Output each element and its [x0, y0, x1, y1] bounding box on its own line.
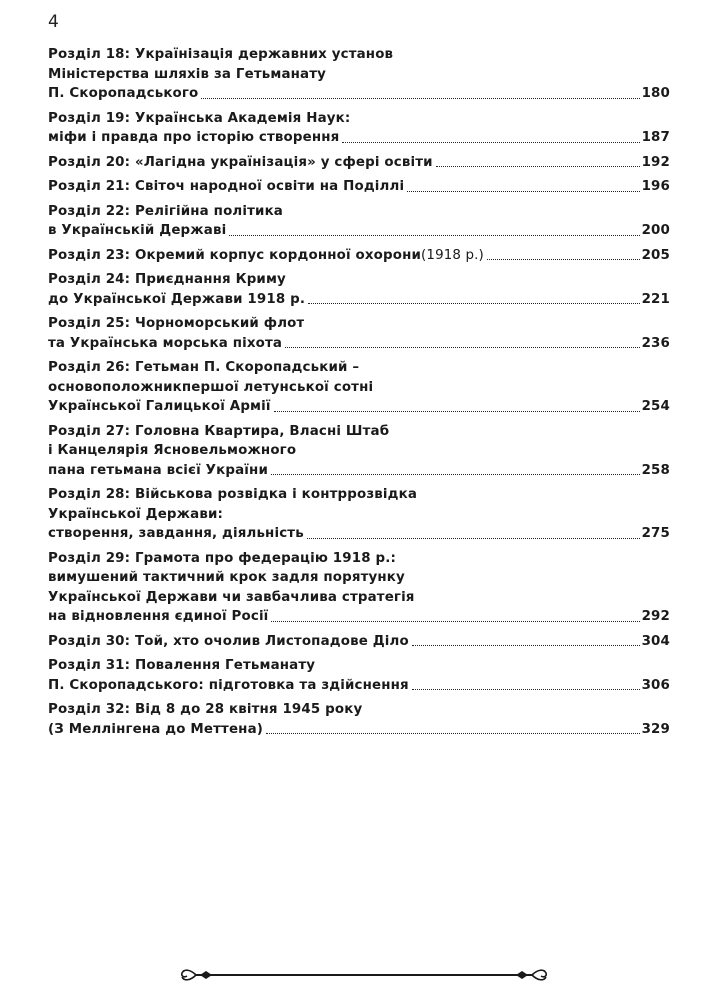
toc-entry-line [48, 177, 670, 197]
toc-entry-line [48, 549, 670, 569]
toc-page-number: 236 [641, 335, 670, 351]
toc-entry-title: на відновлення єдиної Росії [48, 609, 269, 624]
toc-page-number: 180 [641, 86, 670, 101]
toc-entry-title: Розділ 28: Військова розвідка і контррозвідка [48, 487, 418, 502]
toc-entry-line [48, 485, 670, 505]
toc-entry-title: Розділ 25: Чорноморський флот [48, 316, 305, 331]
toc-entry [48, 153, 670, 173]
toc-entry [48, 177, 670, 197]
dot-leader [266, 733, 640, 734]
toc-entry-title: Розділ 26: Гетьман П. Скоропадський – [48, 360, 360, 375]
toc-entry-title: Розділ 27: Головна Квартира, Власні Штаб [48, 423, 390, 439]
toc-entry-line [48, 461, 670, 481]
toc-entry-line [48, 246, 670, 266]
toc-entry-line [48, 676, 670, 696]
toc-entry [48, 358, 670, 417]
toc-entry-line [48, 270, 670, 290]
dot-leader [342, 142, 639, 143]
dot-leader [487, 259, 640, 260]
toc-page-number: 254 [641, 399, 670, 414]
toc-entry-line [48, 334, 670, 354]
toc-entry-title: Розділ 29: Грамота про федерацію 1918 р.: [48, 550, 396, 566]
toc-page-number: 329 [641, 721, 670, 737]
toc-entry-title: створення, завдання, діяльність [48, 526, 304, 541]
toc-entry-line [48, 84, 670, 104]
toc-entry [48, 632, 670, 652]
toc-entry-title: та Українська морська піхота [48, 335, 283, 351]
toc-entry [48, 109, 670, 148]
toc-entry-title: Розділ 20: «Лагідна українізація» у сфері освіти [48, 154, 433, 170]
toc-entry-title: Розділ 23: Окремий корпус кордонної охорони [48, 247, 422, 263]
toc-entry [48, 314, 670, 353]
toc-page-number: 304 [641, 633, 670, 649]
toc-entry [48, 700, 670, 739]
toc-entry-line [48, 422, 670, 442]
toc-entry-title: (З Меллінгена до Меттена) [48, 721, 264, 737]
dot-leader [271, 474, 640, 475]
toc-entry-title: Української Держави чи завбачлива стратегія [48, 589, 415, 605]
toc-page-number: 200 [641, 223, 670, 238]
toc-entry-title: Розділ 22: Релігійна політика [48, 203, 283, 219]
toc-entry-line [48, 202, 670, 222]
toc-entry-line [48, 128, 670, 148]
toc-page-number: 192 [641, 154, 670, 170]
toc-entry [48, 45, 670, 104]
toc-entry-title: Розділ 18: Українізація державних установ [48, 47, 394, 62]
dot-leader [436, 166, 640, 167]
toc-entry-title: Міністерства шляхів за Гетьманату [48, 66, 327, 82]
toc-entry-line [48, 632, 670, 652]
toc-entry-line [48, 720, 670, 740]
toc-entry-line [48, 358, 670, 378]
page-number: 4 [48, 12, 59, 32]
toc-entry-title: Розділ 32: Від 8 до 28 квітня 1945 року [48, 702, 363, 717]
toc-entry-title: і Канцелярія Ясновельможного [48, 443, 297, 458]
toc-entry-line [48, 505, 670, 525]
toc-entry-title: П. Скоропадського [48, 86, 199, 101]
toc-page-number: 187 [641, 130, 670, 145]
toc-entry [48, 656, 670, 695]
toc-entry-title: Української Держави: [48, 506, 223, 522]
toc-entry-title: Української Галицької Армії [48, 399, 271, 414]
toc-entry-title: пана гетьмана всієї України [48, 462, 268, 478]
toc-entry-line [48, 109, 670, 129]
toc-entry-line [48, 700, 670, 720]
toc-page-number: 205 [641, 247, 670, 263]
toc-page-number: 196 [641, 179, 670, 194]
toc-entry-title: вимушений тактичний крок задля порятунку [48, 570, 405, 585]
toc-entry-title: Розділ 24: Приєднання Криму [48, 272, 286, 287]
toc-entry-line [48, 397, 670, 417]
dot-leader [201, 98, 639, 99]
dot-leader [307, 538, 640, 539]
table-of-contents [48, 45, 670, 744]
toc-entry-line [48, 568, 670, 588]
toc-entry [48, 202, 670, 241]
toc-entry-line [48, 45, 670, 65]
toc-page-number: 292 [641, 609, 670, 624]
toc-entry [48, 485, 670, 544]
toc-entry-title: Розділ 19: Українська Академія Наук: [48, 110, 351, 126]
dot-leader [274, 411, 640, 412]
toc-entry-line [48, 441, 670, 461]
toc-entry-title: Розділ 31: Повалення Гетьманату [48, 658, 316, 673]
toc-entry-line [48, 524, 670, 544]
toc-entry-line [48, 153, 670, 173]
toc-entry-title: основоположникпершої летунської сотні [48, 379, 374, 395]
toc-page-number: 275 [641, 526, 670, 541]
toc-entry-title: Розділ 21: Світоч народної освіти на Поділлі [48, 179, 405, 194]
toc-entry-title: П. Скоропадського: підготовка та здійснення [48, 677, 409, 693]
toc-entry-line [48, 290, 670, 310]
toc-page-number: 258 [641, 462, 670, 478]
dot-leader [285, 347, 639, 348]
toc-entry-extra: (1918 р.) [421, 247, 484, 263]
dot-leader [407, 191, 639, 192]
toc-entry-line [48, 378, 670, 398]
dot-leader [308, 303, 640, 304]
toc-page-number: 221 [641, 291, 670, 307]
toc-entry-title: до Української Держави 1918 р. [48, 291, 306, 307]
dot-leader [412, 689, 640, 690]
toc-entry-line [48, 314, 670, 334]
toc-entry-line [48, 607, 670, 627]
toc-entry-line [48, 221, 670, 241]
toc-entry-line [48, 65, 670, 85]
dot-leader [271, 621, 639, 622]
toc-entry [48, 422, 670, 481]
toc-entry-title: міфи і правда про історію створення [48, 130, 340, 145]
toc-entry-title: в Українській Державі [48, 223, 227, 238]
toc-entry-line [48, 656, 670, 676]
dot-leader [412, 645, 640, 646]
toc-entry [48, 549, 670, 627]
toc-entry-line [48, 588, 670, 608]
dot-leader [229, 235, 639, 236]
decorative-divider-ornament [178, 960, 550, 990]
toc-entry [48, 246, 670, 266]
toc-entry [48, 270, 670, 309]
toc-entry-title: Розділ 30: Той, хто очолив Листопадове Діло [48, 633, 409, 649]
toc-page-number: 306 [641, 677, 670, 693]
